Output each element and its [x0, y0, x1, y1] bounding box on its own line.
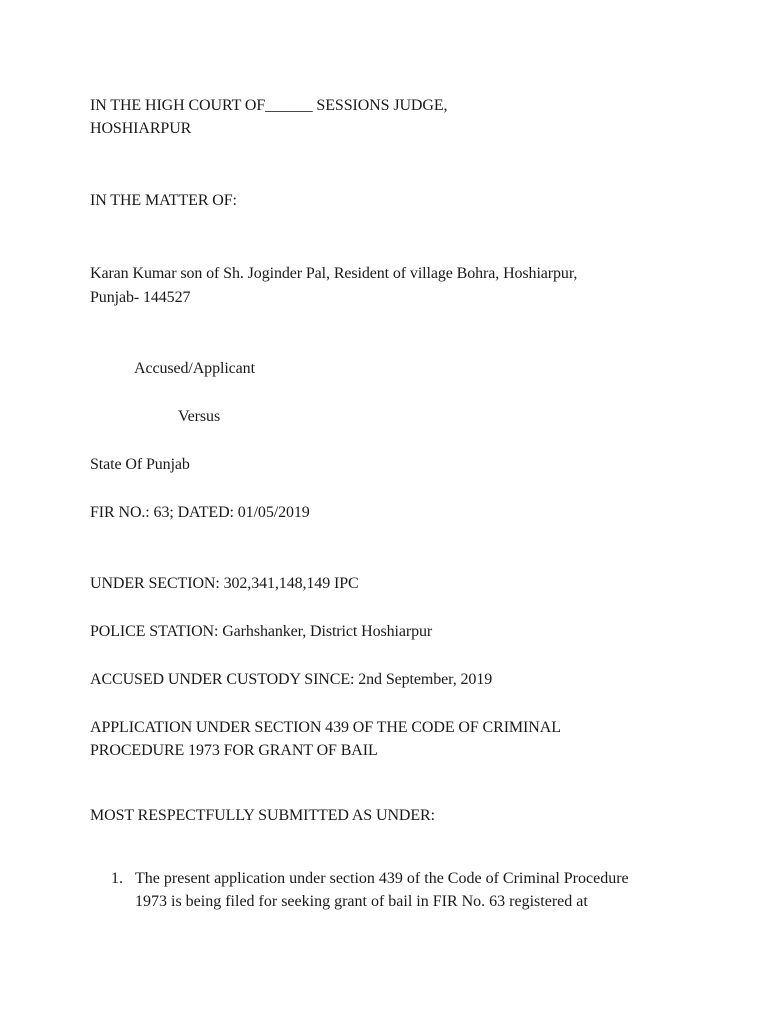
respondent-name: State Of Punjab	[90, 456, 190, 473]
application-title-line-1: APPLICATION UNDER SECTION 439 OF THE CODE OF CRIMINAL	[90, 719, 561, 736]
fir-details: FIR NO.: 63; DATED: 01/05/2019	[90, 504, 310, 521]
matter-heading: IN THE MATTER OF:	[90, 192, 237, 209]
police-station: POLICE STATION: Garhshanker, District Hoshiarpur	[90, 623, 433, 640]
submitted-heading: MOST RESPECTFULLY SUBMITTED AS UNDER:	[90, 807, 435, 824]
list-item-text-line-1: The present application under section 439 of the Code of Criminal Procedure	[135, 870, 629, 887]
applicant-line-1: Karan Kumar son of Sh. Joginder Pal, Resident of village Bohra, Hoshiarpur,	[90, 265, 578, 282]
court-heading-line-2: HOSHIARPUR	[90, 120, 192, 137]
versus-label: Versus	[178, 408, 221, 425]
applicant-role: Accused/Applicant	[134, 360, 255, 377]
court-heading-line-1: IN THE HIGH COURT OF______ SESSIONS JUDGE,	[90, 97, 448, 114]
under-section: UNDER SECTION: 302,341,148,149 IPC	[90, 575, 359, 592]
list-item-text-line-2: 1973 is being filed for seeking grant of bail in FIR No. 63 registered at	[135, 893, 588, 910]
list-item-number: 1.	[111, 870, 123, 887]
application-title-line-2: PROCEDURE 1973 FOR GRANT OF BAIL	[90, 742, 378, 759]
applicant-line-2: Punjab- 144527	[90, 289, 191, 306]
custody-since: ACCUSED UNDER CUSTODY SINCE: 2nd September, 2019	[90, 671, 493, 688]
